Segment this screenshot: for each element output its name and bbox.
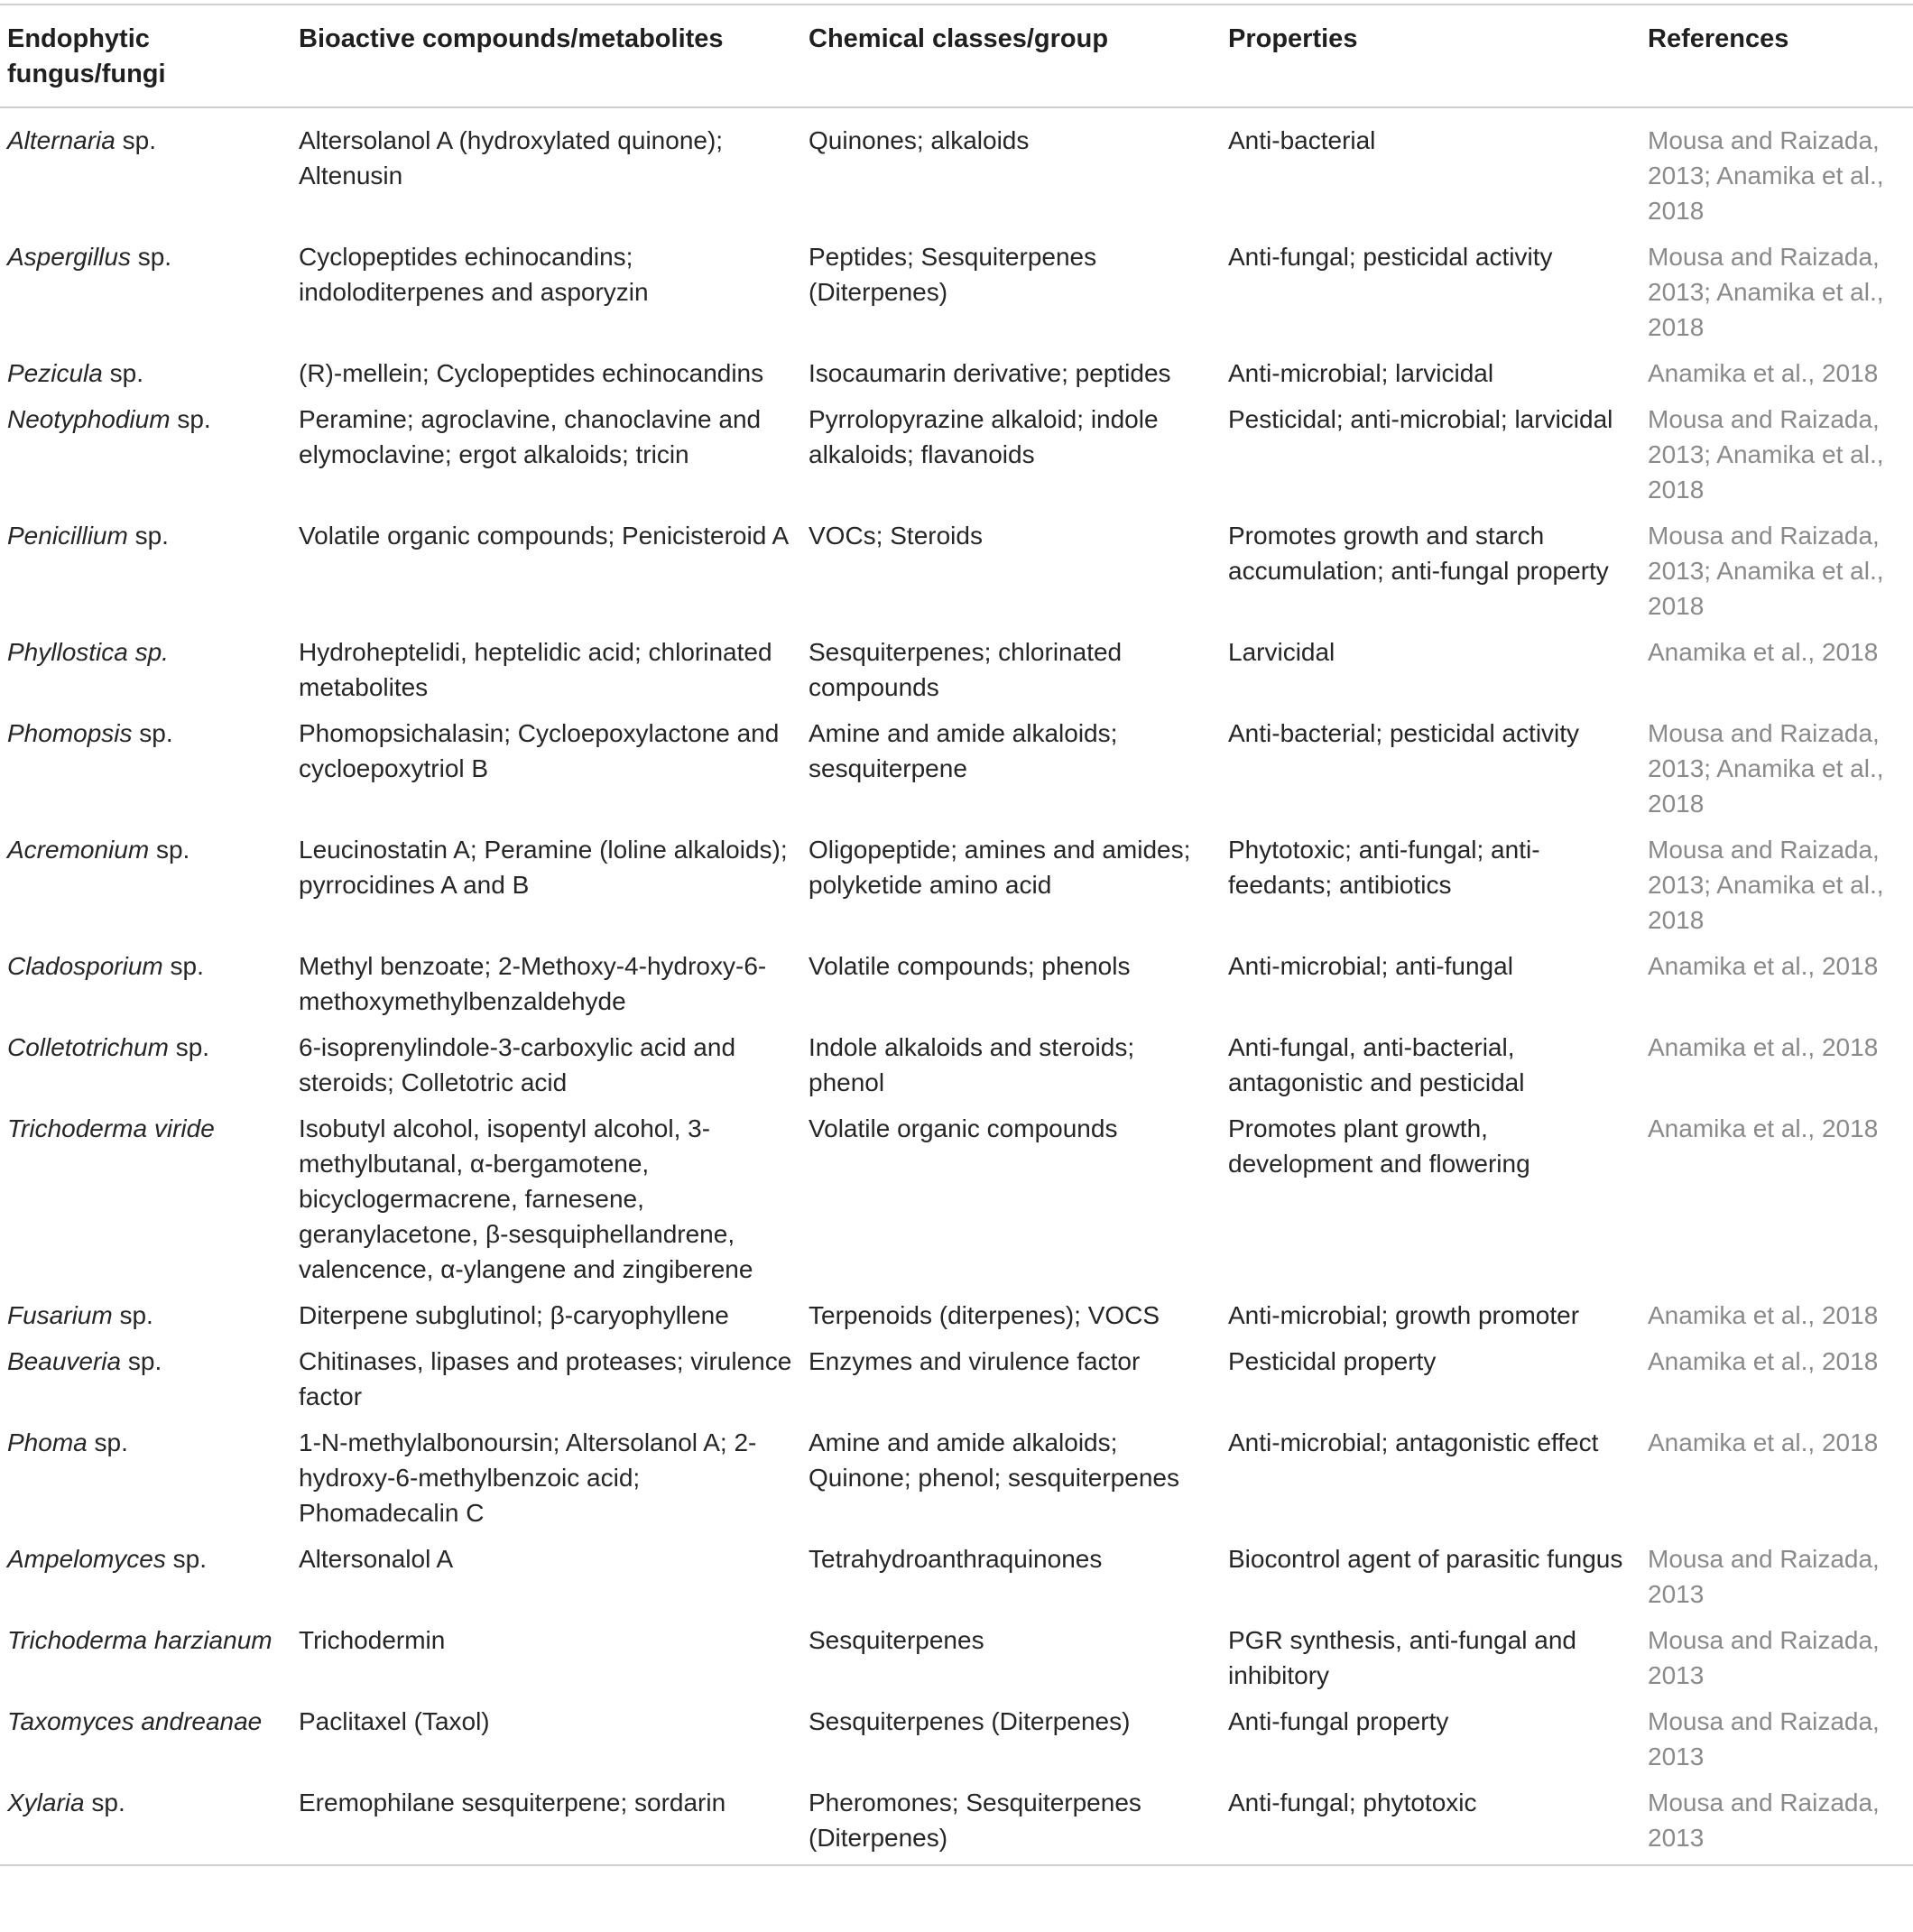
header-references: References (1648, 24, 1789, 53)
table-row (0, 1696, 1913, 1778)
cell-references: Anamika et al., 2018 (1648, 1301, 1879, 1329)
table-header-row (0, 5, 1913, 107)
cell-classes: Pheromones; Sesquiterpenes (Diterpenes) (809, 1789, 1141, 1852)
cell-fungus (0, 1696, 291, 1778)
cell-compounds: Leucinostatin A; Peramine (loline alkaloids); pyrrocidines A and B (299, 836, 788, 899)
fungus-name: Alternaria (7, 126, 116, 154)
cell-references: Mousa and Raizada, 2013; Anamika et al., 2018 (1648, 522, 1884, 620)
cell-properties: Anti-bacterial (1228, 126, 1376, 154)
cell-references: Mousa and Raizada, 2013; Anamika et al., 2018 (1648, 126, 1884, 225)
table-row (0, 1534, 1913, 1615)
fungus-name: Xylaria (7, 1789, 85, 1816)
cell-references: Mousa and Raizada, 2013; Anamika et al., 2018 (1648, 405, 1884, 504)
cell-classes: Terpenoids (diterpenes); VOCS (809, 1301, 1160, 1329)
cell-fungus (0, 511, 291, 627)
cell-references: Anamika et al., 2018 (1648, 1033, 1879, 1061)
table-row (0, 394, 1913, 511)
cell-compounds: Chitinases, lipases and proteases; virulence factor (299, 1347, 792, 1410)
fungus-suffix: sp. (102, 359, 143, 387)
cell-properties: Promotes growth and starch accumulation; anti-fungal property (1228, 522, 1609, 585)
cell-properties: Phytotoxic; anti-fungal; anti-feedants; antibiotics (1228, 836, 1540, 899)
cell-references: Anamika et al., 2018 (1648, 952, 1879, 980)
cell-classes: Peptides; Sesquiterpenes (Diterpenes) (809, 243, 1097, 306)
header-compounds: Bioactive compounds/metabolites (299, 24, 724, 53)
cell-classes: Volatile organic compounds (809, 1114, 1118, 1142)
cell-properties: Anti-bacterial; pesticidal activity (1228, 719, 1580, 747)
cell-classes: Oligopeptide; amines and amides; polyketide amino acid (809, 836, 1191, 899)
cell-classes: Sesquiterpenes (809, 1626, 984, 1654)
cell-compounds: Methyl benzoate; 2-Methoxy-4-hydroxy-6-methoxymethylbenzaldehyde (299, 952, 767, 1015)
cell-references: Anamika et al., 2018 (1648, 638, 1879, 666)
cell-properties: Anti-microbial; antagonistic effect (1228, 1428, 1599, 1456)
cell-compounds: Volatile organic compounds; Penicisteroid A (299, 522, 790, 550)
cell-fungus (0, 1290, 291, 1336)
cell-properties: Pesticidal property (1228, 1347, 1437, 1375)
fungus-name: Colletotrichum (7, 1033, 169, 1061)
cell-compounds: Diterpene subglutinol; β-caryophyllene (299, 1301, 729, 1329)
table-row (0, 1778, 1913, 1865)
cell-properties: Larvicidal (1228, 638, 1335, 666)
cell-fungus (0, 708, 291, 825)
cell-classes: Indole alkaloids and steroids; phenol (809, 1033, 1135, 1096)
table-row (0, 107, 1913, 232)
table-row (0, 232, 1913, 348)
cell-classes: VOCs; Steroids (809, 522, 983, 550)
fungus-suffix: sp. (127, 522, 169, 550)
cell-references: Anamika et al., 2018 (1648, 1428, 1879, 1456)
cell-compounds: Cyclopeptides echinocandins; indoloditerpenes and asporyzin (299, 243, 649, 306)
fungus-suffix: sp. (168, 1033, 210, 1061)
cell-classes: Quinones; alkaloids (809, 126, 1030, 154)
table-row (0, 941, 1913, 1022)
header-fungus: Endophytic fungus/fungi (7, 24, 166, 88)
table-row (0, 708, 1913, 825)
fungus-name: Fusarium (7, 1301, 113, 1329)
cell-fungus (0, 1778, 291, 1865)
fungus-suffix: sp. (121, 1347, 162, 1375)
cell-classes: Amine and amide alkaloids; Quinone; phenol; sesquiterpenes (809, 1428, 1179, 1492)
cell-references: Anamika et al., 2018 (1648, 359, 1879, 387)
cell-fungus (0, 1104, 291, 1290)
cell-references: Mousa and Raizada, 2013; Anamika et al., 2018 (1648, 243, 1884, 341)
fungus-name: Ampelomyces (7, 1545, 166, 1573)
fungus-name: Neotyphodium (7, 405, 171, 433)
cell-properties: PGR synthesis, anti-fungal and inhibitory (1228, 1626, 1576, 1689)
fungus-name: Trichoderma harzianum (7, 1626, 273, 1654)
cell-properties: Pesticidal; anti-microbial; larvicidal (1228, 405, 1613, 433)
header-properties: Properties (1228, 24, 1358, 53)
cell-compounds: Phomopsichalasin; Cycloepoxylactone and cycloepoxytriol B (299, 719, 780, 782)
cell-fungus (0, 107, 291, 232)
fungus-name: Phomopsis (7, 719, 133, 747)
cell-fungus (0, 941, 291, 1022)
fungus-suffix: sp. (112, 1301, 153, 1329)
table-row (0, 627, 1913, 708)
table-row (0, 825, 1913, 941)
fungus-suffix: sp. (115, 126, 156, 154)
cell-compounds: Trichodermin (299, 1626, 446, 1654)
cell-compounds: Paclitaxel (Taxol) (299, 1707, 490, 1735)
fungus-suffix: sp. (149, 836, 190, 864)
table-row (0, 1290, 1913, 1336)
cell-compounds: (R)-mellein; Cyclopeptides echinocandins (299, 359, 764, 387)
cell-references: Anamika et al., 2018 (1648, 1114, 1879, 1142)
table-row (0, 1418, 1913, 1534)
fungus-name: Taxomyces andreanae (7, 1707, 263, 1735)
cell-fungus (0, 232, 291, 348)
table-body (0, 107, 1913, 1865)
fungus-name: Trichoderma viride (7, 1114, 215, 1142)
cell-properties: Anti-fungal property (1228, 1707, 1449, 1735)
cell-compounds: Altersolanol A (hydroxylated quinone); Altenusin (299, 126, 724, 190)
cell-fungus (0, 1022, 291, 1104)
cell-compounds: Hydroheptelidi, heptelidic acid; chlorinated metabolites (299, 638, 772, 701)
cell-classes: Tetrahydroanthraquinones (809, 1545, 1103, 1573)
cell-properties: Anti-microbial; larvicidal (1228, 359, 1494, 387)
cell-properties: Anti-fungal; phytotoxic (1228, 1789, 1477, 1816)
fungus-name: Phyllostica sp. (7, 638, 169, 666)
fungus-name: Cladosporium (7, 952, 163, 980)
cell-references: Mousa and Raizada, 2013; Anamika et al., 2018 (1648, 836, 1884, 934)
cell-classes: Sesquiterpenes (Diterpenes) (809, 1707, 1131, 1735)
fungus-suffix: sp. (132, 719, 173, 747)
cell-references: Mousa and Raizada, 2013 (1648, 1626, 1880, 1689)
cell-references: Mousa and Raizada, 2013 (1648, 1545, 1880, 1608)
cell-properties: Anti-fungal; pesticidal activity (1228, 243, 1553, 271)
cell-classes: Enzymes and virulence factor (809, 1347, 1141, 1375)
fungus-name: Phoma (7, 1428, 88, 1456)
cell-classes: Pyrrolopyrazine alkaloid; indole alkaloids; flavanoids (809, 405, 1159, 468)
fungus-suffix: sp. (162, 952, 204, 980)
cell-compounds: Eremophilane sesquiterpene; sordarin (299, 1789, 726, 1816)
cell-properties: Anti-microbial; anti-fungal (1228, 952, 1513, 980)
fungus-name: Aspergillus (7, 243, 131, 271)
cell-compounds: 6-isoprenylindole-3-carboxylic acid and steroids; Colletotric acid (299, 1033, 736, 1096)
cell-classes: Sesquiterpenes; chlorinated compounds (809, 638, 1123, 701)
cell-compounds: Peramine; agroclavine, chanoclavine and elymoclavine; ergot alkaloids; tricin (299, 405, 762, 468)
fungus-suffix: sp. (170, 405, 211, 433)
cell-fungus (0, 1534, 291, 1615)
header-classes: Chemical classes/group (809, 24, 1109, 53)
cell-fungus (0, 1615, 291, 1696)
cell-fungus (0, 1336, 291, 1418)
cell-properties: Biocontrol agent of parasitic fungus (1228, 1545, 1623, 1573)
cell-fungus (0, 627, 291, 708)
cell-compounds: Isobutyl alcohol, isopentyl alcohol, 3-methylbutanal, α-bergamotene, bicyclogermacrene, farnesene, geranylacetone, β-sesquiphellandrene, valencence, α-ylangene and zingiberene (299, 1114, 753, 1283)
cell-classes: Amine and amide alkaloids; sesquiterpene (809, 719, 1118, 782)
fungus-name: Penicillium (7, 522, 128, 550)
table-row (0, 511, 1913, 627)
fungi-table-container (0, 4, 1913, 1866)
cell-references: Mousa and Raizada, 2013 (1648, 1789, 1880, 1852)
cell-compounds: 1-N-methylalbonoursin; Altersolanol A; 2-hydroxy-6-methylbenzoic acid; Phomadecalin C (299, 1428, 757, 1527)
fungus-suffix: sp. (130, 243, 172, 271)
cell-fungus (0, 394, 291, 511)
fungus-suffix: sp. (87, 1428, 128, 1456)
cell-properties: Anti-microbial; growth promoter (1228, 1301, 1580, 1329)
table-row (0, 1615, 1913, 1696)
cell-classes: Volatile compounds; phenols (809, 952, 1131, 980)
table-row (0, 348, 1913, 394)
cell-properties: Promotes plant growth, development and flowering (1228, 1114, 1530, 1178)
cell-references: Anamika et al., 2018 (1648, 1347, 1879, 1375)
fungus-name: Pezicula (7, 359, 103, 387)
cell-references: Mousa and Raizada, 2013 (1648, 1707, 1880, 1770)
fungus-suffix: sp. (84, 1789, 125, 1816)
cell-properties: Anti-fungal, anti-bacterial, antagonistic and pesticidal (1228, 1033, 1525, 1096)
cell-classes: Isocaumarin derivative; peptides (809, 359, 1171, 387)
table-row (0, 1336, 1913, 1418)
table-row (0, 1104, 1913, 1290)
fungus-suffix: sp. (165, 1545, 207, 1573)
table-row (0, 1022, 1913, 1104)
fungus-name: Acremonium (7, 836, 150, 864)
cell-fungus (0, 825, 291, 941)
cell-references: Mousa and Raizada, 2013; Anamika et al., 2018 (1648, 719, 1884, 818)
cell-fungus (0, 348, 291, 394)
fungus-name: Beauveria (7, 1347, 122, 1375)
cell-compounds: Altersonalol A (299, 1545, 454, 1573)
cell-fungus (0, 1418, 291, 1534)
endophytic-fungi-table (0, 4, 1913, 1866)
